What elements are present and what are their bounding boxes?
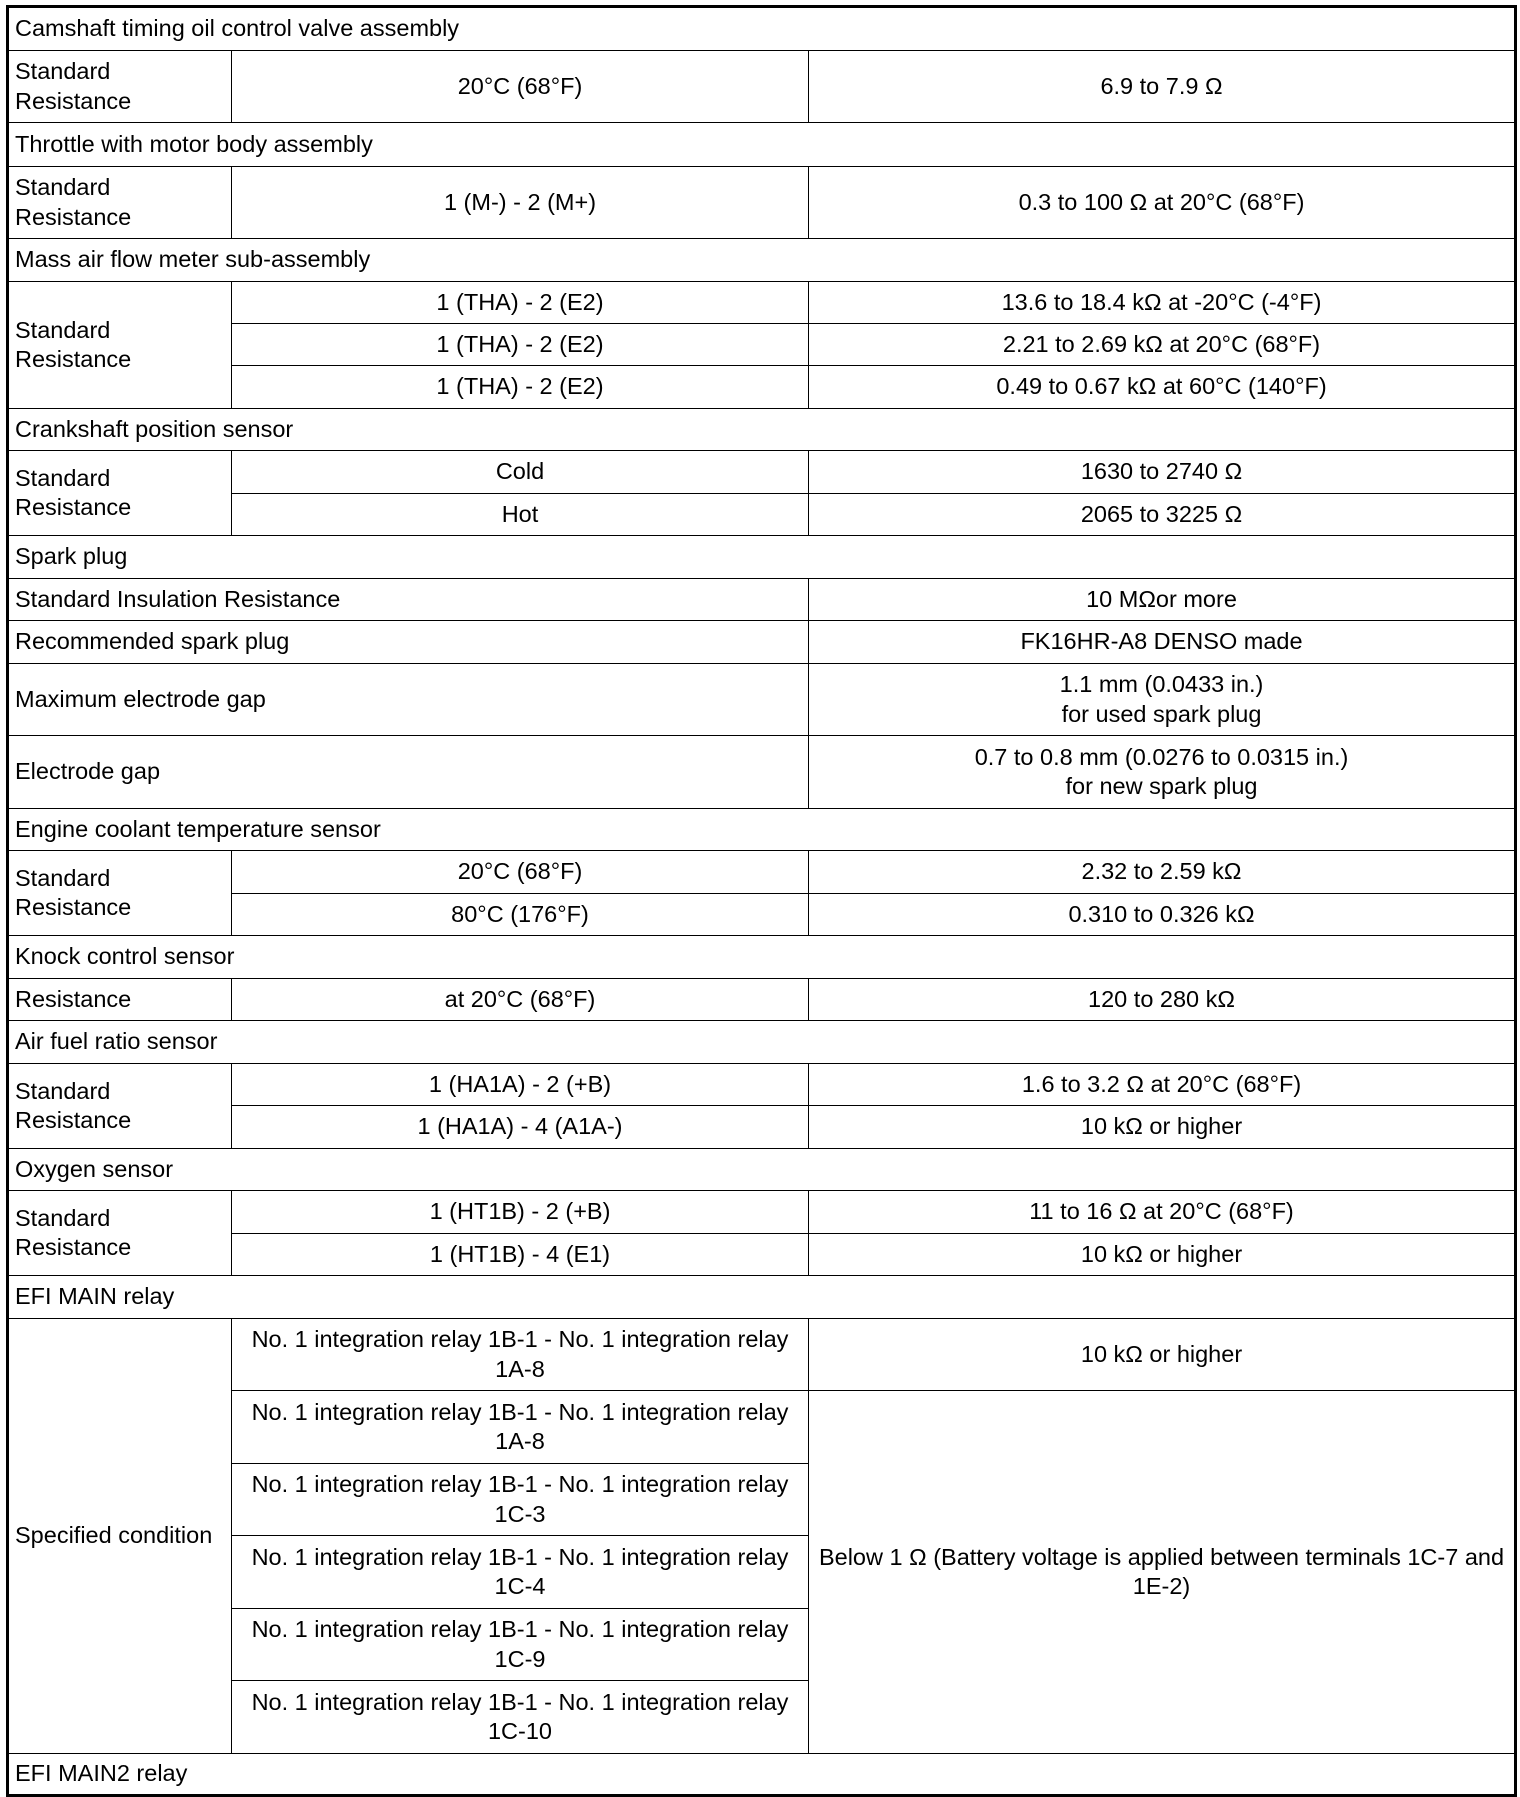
row-label: Standard Resistance (8, 451, 232, 536)
value-cell: 1630 to 2740 Ω (809, 451, 1516, 494)
condition-cell: 1 (HT1B) - 2 (+B) (232, 1191, 809, 1234)
condition-cell: 1 (THA) - 2 (E2) (232, 366, 809, 409)
row-label: Standard Resistance (8, 51, 232, 123)
condition-cell: 1 (HA1A) - 2 (+B) (232, 1064, 809, 1106)
section-title-ect: Engine coolant temperature sensor (8, 809, 1516, 851)
row-label: Standard Insulation Resistance (8, 579, 809, 621)
value-cell: 1.6 to 3.2 Ω at 20°C (68°F) (809, 1064, 1516, 1106)
value-cell: 6.9 to 7.9 Ω (809, 51, 1516, 123)
section-title-efi-main2: EFI MAIN2 relay (8, 1754, 1516, 1796)
section-title-spark-plug: Spark plug (8, 536, 1516, 579)
value-cell: 13.6 to 18.4 kΩ at -20°C (-4°F) (809, 282, 1516, 324)
value-cell: 2.32 to 2.59 kΩ (809, 851, 1516, 894)
value-line: for used spark plug (1061, 700, 1262, 727)
row-label: Resistance (8, 979, 232, 1021)
section-title-throttle: Throttle with motor body assembly (8, 123, 1516, 167)
row-label: Standard Resistance (8, 167, 232, 239)
condition-cell: 80°C (176°F) (232, 894, 809, 936)
value-cell: Below 1 Ω (Battery voltage is applied between terminals 1C-7 and 1E-2) (809, 1391, 1516, 1754)
section-title-efi-main: EFI MAIN relay (8, 1276, 1516, 1319)
value-cell: 10 MΩor more (809, 579, 1516, 621)
value-cell: 2065 to 3225 Ω (809, 494, 1516, 536)
value-cell: 0.3 to 100 Ω at 20°C (68°F) (809, 167, 1516, 239)
value-cell: 10 kΩ or higher (809, 1106, 1516, 1149)
condition-cell: 20°C (68°F) (232, 851, 809, 894)
spec-table (6, 5, 1517, 1797)
condition-cell: Hot (232, 494, 809, 536)
value-cell: 11 to 16 Ω at 20°C (68°F) (809, 1191, 1516, 1234)
row-label: Standard Resistance (8, 282, 232, 409)
condition-cell: Cold (232, 451, 809, 494)
value-cell: FK16HR-A8 DENSO made (809, 621, 1516, 664)
condition-cell: No. 1 integration relay 1B-1 - No. 1 integration relay 1A-8 (232, 1391, 809, 1464)
condition-cell: 1 (HA1A) - 4 (A1A-) (232, 1106, 809, 1149)
section-title-crankshaft: Crankshaft position sensor (8, 409, 1516, 451)
row-label: Maximum electrode gap (8, 664, 809, 736)
condition-cell: No. 1 integration relay 1B-1 - No. 1 integration relay 1C-10 (232, 1681, 809, 1754)
section-title-knock: Knock control sensor (8, 936, 1516, 979)
condition-cell: 1 (THA) - 2 (E2) (232, 324, 809, 366)
condition-cell: No. 1 integration relay 1B-1 - No. 1 integration relay 1C-4 (232, 1536, 809, 1609)
condition-cell: 1 (THA) - 2 (E2) (232, 282, 809, 324)
value-cell: 10 kΩ or higher (809, 1319, 1516, 1391)
value-cell: 2.21 to 2.69 kΩ at 20°C (68°F) (809, 324, 1516, 366)
value-cell: 10 kΩ or higher (809, 1234, 1516, 1276)
row-label: Standard Resistance (8, 1191, 232, 1276)
row-label: Electrode gap (8, 736, 809, 809)
row-label: Recommended spark plug (8, 621, 809, 664)
condition-cell: No. 1 integration relay 1B-1 - No. 1 integration relay 1C-9 (232, 1609, 809, 1681)
row-label: Standard Resistance (8, 851, 232, 936)
section-title-maf: Mass air flow meter sub-assembly (8, 239, 1516, 282)
section-title-oxygen: Oxygen sensor (8, 1149, 1516, 1191)
condition-cell: 1 (M-) - 2 (M+) (232, 167, 809, 239)
value-cell (809, 664, 1516, 736)
condition-cell: 20°C (68°F) (232, 51, 809, 123)
value-cell: 120 to 280 kΩ (809, 979, 1516, 1021)
value-cell (809, 736, 1516, 809)
condition-cell: No. 1 integration relay 1B-1 - No. 1 integration relay 1A-8 (232, 1319, 809, 1391)
value-line: for new spark plug (1065, 773, 1258, 799)
value-line: 1.1 mm (0.0433 in.) (1059, 671, 1264, 698)
value-cell: 0.310 to 0.326 kΩ (809, 894, 1516, 936)
row-label: Specified condition (8, 1319, 232, 1754)
value-line: 0.7 to 0.8 mm (0.0276 to 0.0315 in.) (974, 743, 1349, 770)
row-label: Standard Resistance (8, 1064, 232, 1149)
value-cell: 0.49 to 0.67 kΩ at 60°C (140°F) (809, 366, 1516, 409)
condition-cell: 1 (HT1B) - 4 (E1) (232, 1234, 809, 1276)
condition-cell: No. 1 integration relay 1B-1 - No. 1 integration relay 1C-3 (232, 1464, 809, 1536)
section-title-afr: Air fuel ratio sensor (8, 1021, 1516, 1064)
section-title-camshaft-ocv: Camshaft timing oil control valve assembly (8, 7, 1516, 51)
condition-cell: at 20°C (68°F) (232, 979, 809, 1021)
